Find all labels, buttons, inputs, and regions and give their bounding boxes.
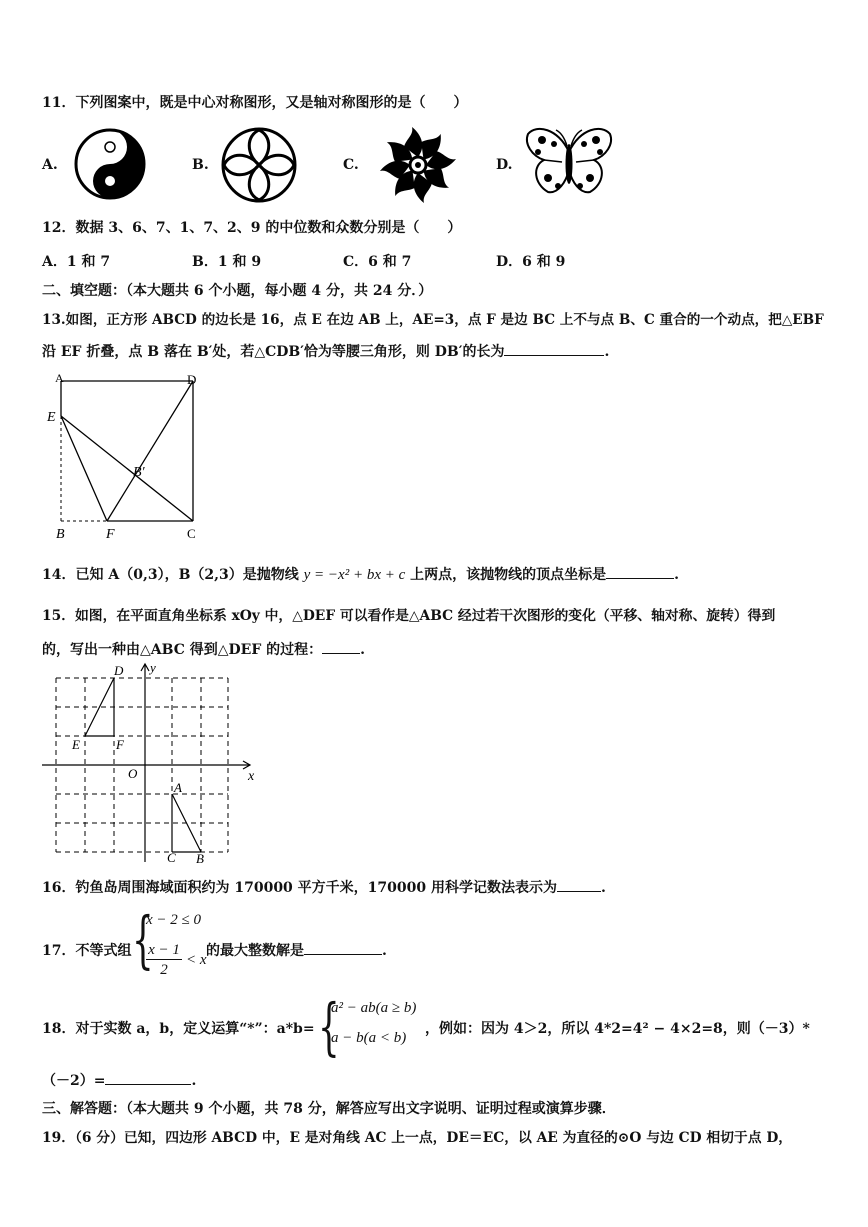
- butterfly-figure: [522, 122, 616, 202]
- q18-brace: {: [318, 990, 340, 1063]
- pinwheel-flower-figure: [372, 120, 464, 210]
- q12-option-d: D．6 和 9: [496, 254, 566, 270]
- q18-prefix: 18．对于实数 a，b，定义运算“*”：a*b=: [42, 1021, 315, 1037]
- q17-inequality-2-rel: < x: [186, 952, 207, 968]
- q14-formula: y = −x² + bx + c: [303, 567, 406, 583]
- q17-fraction-denominator: 2: [160, 962, 168, 978]
- q13-line2: 沿 EF 折叠，点 B 落在 B′处，若△CDB′恰为等腰三角形，则 DB′的长为 .: [42, 341, 609, 361]
- q11-option-a: A.: [42, 157, 58, 173]
- q18-case-2: a − b(a < b): [331, 1030, 407, 1046]
- q15-answer-blank: [322, 639, 360, 654]
- label-c: C: [167, 850, 176, 865]
- label-b: B: [56, 527, 65, 542]
- y-axis-label: y: [150, 660, 156, 675]
- q11-option-b: B.: [192, 157, 209, 173]
- q18-line2: （－2）= .: [42, 1070, 196, 1090]
- q18-suffix: ，例如：因为 4＞2，所以 4*2=4² − 4×2=8，则（－3）*: [425, 1021, 810, 1037]
- q15-line2: 的，写出一种由△ABC 得到△DEF 的过程： .: [42, 639, 365, 659]
- label-b-prime: B′: [133, 465, 145, 480]
- q14-answer-blank: [606, 564, 674, 579]
- label-f: F: [106, 527, 115, 542]
- q16-answer-blank: [557, 877, 601, 892]
- four-petal-circle-figure: [218, 124, 300, 206]
- label-c: C: [187, 526, 196, 541]
- q13-answer-blank: [504, 341, 604, 356]
- q16-line: 16．钓鱼岛周围海域面积约为 170000 平方千米，170000 用科学记数法表示为 .: [42, 877, 606, 897]
- q13-square-figure: [44, 370, 214, 542]
- label-b: B: [196, 851, 204, 866]
- q17-prefix: 17．不等式组: [42, 943, 132, 959]
- section-2-heading: 二、填空题：（本大题共 6 个小题，每小题 4 分，共 24 分．）: [42, 283, 433, 299]
- q11-option-c: C.: [343, 157, 359, 173]
- origin-label: O: [128, 766, 138, 781]
- yin-yang-figure: [70, 124, 150, 204]
- q13-line1: 13.如图，正方形 ABCD 的边长是 16，点 E 在边 AB 上，AE=3，点 F 是边 BC 上不与点 B、C 重合的一个动点，把△EBF: [42, 312, 824, 328]
- q15-coordinate-grid-figure: [38, 658, 260, 868]
- q17-answer-blank: [304, 940, 382, 955]
- q12-text: 12．数据 3、6、7、1、7、2、9 的中位数和众数分别是（ ）: [42, 220, 462, 236]
- q12-option-b: B．1 和 9: [192, 254, 262, 270]
- q12-option-c: C．6 和 7: [343, 254, 412, 270]
- q12-option-a: A．1 和 7: [42, 254, 111, 270]
- label-f: F: [116, 737, 124, 752]
- label-d: D: [187, 372, 197, 387]
- q17-brace: {: [132, 903, 154, 976]
- label-a: A: [174, 780, 182, 795]
- q17-suffix: 的最大整数解是 .: [206, 940, 387, 960]
- q14-line: 14．已知 A（0,3），B（2,3）是抛物线 y = −x² + bx + c 上两点，该抛物线的顶点坐标是 .: [42, 564, 679, 584]
- q11-option-d: D.: [496, 157, 513, 173]
- q15-line1: 15．如图，在平面直角坐标系 xOy 中，△DEF 可以看作是△ABC 经过若干次图形的变化（平移、轴对称、旋转）得到: [42, 608, 776, 624]
- q18-answer-blank: [105, 1070, 191, 1085]
- label-e: E: [47, 410, 56, 425]
- q11-text: 11．下列图案中，既是中心对称图形，又是轴对称图形的是（ ）: [42, 95, 468, 111]
- q17-inequality-1: x − 2 ≤ 0: [146, 912, 202, 928]
- q19-text: 19．（6 分）已知，四边形 ABCD 中，E 是对角线 AC 上一点，DE＝EC，以 AE 为直径的⊙O 与边 CD 相切于点 D，: [42, 1130, 793, 1146]
- label-a: A: [55, 371, 64, 385]
- section-3-heading: 三、解答题：（本大题共 9 个小题，共 78 分，解答应写出文字说明、证明过程或演算步骤．: [42, 1101, 616, 1117]
- label-e: E: [72, 737, 80, 752]
- q18-case-1: a² − ab(a ≥ b): [331, 1000, 417, 1016]
- q13-text: 沿 EF 折叠，点 B 落在 B′处，若△CDB′恰为等腰三角形，则 DB′的长为: [42, 344, 505, 360]
- x-axis-label: x: [248, 769, 255, 784]
- label-d: D: [114, 663, 124, 678]
- q17-fraction-numerator: x − 1: [146, 942, 182, 960]
